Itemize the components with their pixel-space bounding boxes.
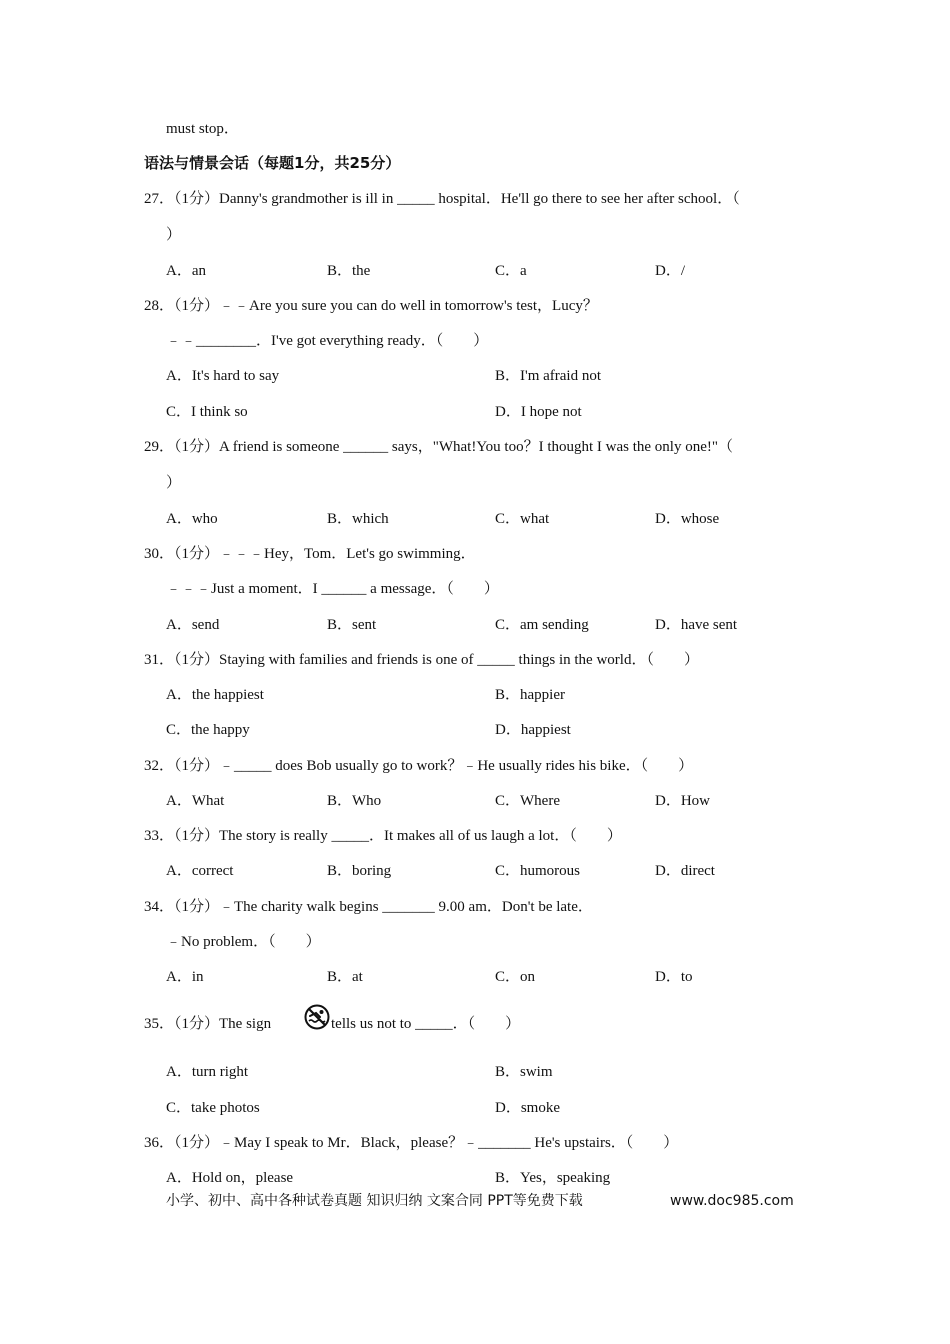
- no-swimming-sign-icon: [304, 1004, 330, 1030]
- option-33-c: C．humorous: [495, 863, 581, 879]
- option-35-d: D．smoke: [495, 1100, 560, 1116]
- question-31: 31．（1分）Staying with families and friends is one of _____ things in the world．（ ）: [144, 652, 699, 668]
- question-32: 32．（1分）﹣_____ does Bob usually go to work？﹣He usually rides his bike．（ ）: [144, 758, 694, 774]
- option-35-c: C．take photos: [166, 1100, 260, 1116]
- footer-text: 小学、初中、高中各种试卷真题 知识归纳 文案合同 PPT等免费下载: [166, 1193, 583, 1209]
- option-31-a: A．the happiest: [166, 687, 264, 703]
- option-30-c: C．am sending: [495, 617, 589, 633]
- option-31-d: D．happiest: [495, 722, 571, 738]
- option-32-c: C．Where: [495, 793, 560, 809]
- option-32-b: B．Who: [327, 793, 382, 809]
- option-33-a: A．correct: [166, 863, 234, 879]
- question-34-reply: ﹣No problem．（ ）: [166, 934, 321, 950]
- option-28-a: A．It's hard to say: [166, 368, 280, 384]
- question-30-reply: ﹣﹣﹣Just a moment．I ______ a message．（ ）: [166, 581, 499, 597]
- question-35-start: 35．（1分）The sign: [144, 1016, 272, 1032]
- option-29-b: B．which: [327, 511, 389, 527]
- question-34: 34．（1分）﹣The charity walk begins _______ 9.00 am．Don't be late．: [144, 899, 593, 915]
- option-29-d: D．whose: [655, 511, 720, 527]
- option-34-c: C．on: [495, 969, 536, 985]
- option-27-d: D．/: [655, 263, 686, 279]
- option-27-c: C．a: [495, 263, 527, 279]
- option-32-a: A．What: [166, 793, 225, 809]
- option-27-a: A．an: [166, 263, 206, 279]
- question-27: 27．（1分）Danny's grandmother is ill in _____ hospital．He'll go there to see her after school．（: [144, 191, 740, 207]
- question-36: 36．（1分）﹣May I speak to Mr．Black，please？﹣_______ He's upstairs．（ ）: [144, 1135, 679, 1151]
- question-30: 30．（1分）﹣﹣﹣Hey，Tom．Let's go swimming．: [144, 546, 476, 562]
- option-28-d: D．I hope not: [495, 404, 582, 420]
- question-29-paren: ）: [166, 475, 182, 491]
- option-30-a: A．send: [166, 617, 220, 633]
- option-35-a: A．turn right: [166, 1064, 249, 1080]
- question-33: 33．（1分）The story is really _____．It makes all of us laugh a lot．（ ）: [144, 828, 622, 844]
- option-30-b: B．sent: [327, 617, 377, 633]
- option-34-b: B．at: [327, 969, 363, 985]
- option-35-b: B．swim: [495, 1064, 553, 1080]
- top-fragment: must stop．: [166, 121, 239, 137]
- option-36-a: A．Hold on，please: [166, 1170, 294, 1186]
- option-33-d: D．direct: [655, 863, 715, 879]
- option-33-b: B．boring: [327, 863, 392, 879]
- option-28-c: C．I think so: [166, 404, 248, 420]
- question-35-end: tells us not to _____．（ ）: [331, 1016, 521, 1032]
- option-29-c: C．what: [495, 511, 550, 527]
- option-34-a: A．in: [166, 969, 204, 985]
- footer-link[interactable]: www.doc985.com: [670, 1193, 794, 1209]
- section-title: 语法与情景会话（每题1分，共25分）: [144, 154, 401, 172]
- option-31-b: B．happier: [495, 687, 565, 703]
- question-28: 28．（1分）﹣﹣Are you sure you can do well in tomorrow's test，Lucy？: [144, 298, 598, 314]
- question-28-reply: ﹣﹣________．I've got everything ready．（ ）: [166, 333, 489, 349]
- option-31-c: C．the happy: [166, 722, 250, 738]
- option-34-d: D．to: [655, 969, 693, 985]
- option-29-a: A．who: [166, 511, 218, 527]
- option-30-d: D．have sent: [655, 617, 738, 633]
- option-36-b: B．Yes，speaking: [495, 1170, 611, 1186]
- question-27-paren: ）: [166, 227, 182, 243]
- option-27-b: B．the: [327, 263, 371, 279]
- option-32-d: D．How: [655, 793, 710, 809]
- question-29: 29．（1分）A friend is someone ______ says，"What!You too？I thought I was the only one!"（: [144, 439, 733, 455]
- option-28-b: B．I'm afraid not: [495, 368, 602, 384]
